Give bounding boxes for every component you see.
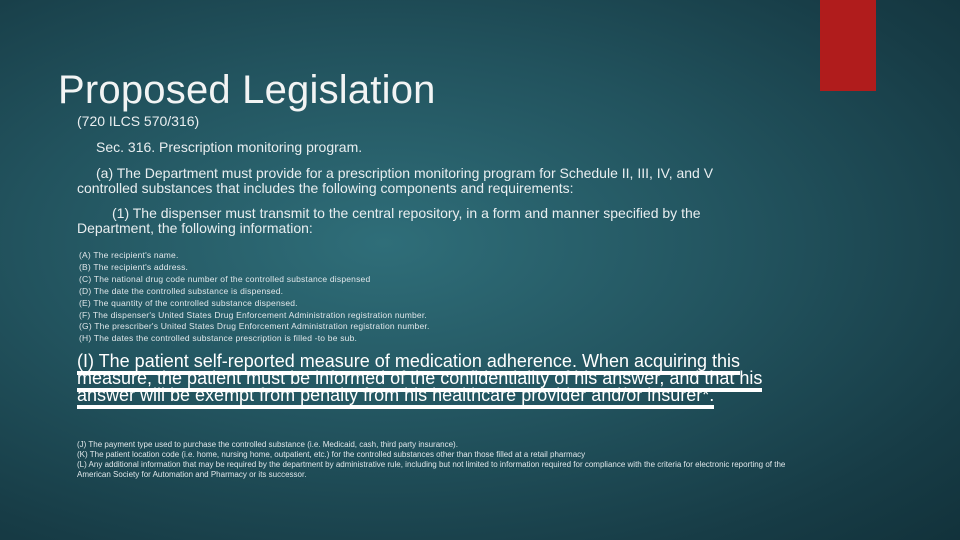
highlighted-item-text: (I) The patient self-reported measure of medication adherence. When acquiring this measure, the patient must be informed of the confidentiality of his answer, and that his answer will be exempt from penalty from his healthcare provider and/or insurer*. bbox=[77, 351, 762, 409]
highlighted-item bbox=[77, 353, 797, 405]
list-item: (B) The recipient's address. bbox=[79, 261, 189, 272]
statute-citation: (720 ILCS 570/316) bbox=[77, 113, 200, 129]
list-item: (E) The quantity of the controlled substance dispensed. bbox=[79, 297, 298, 308]
list-item: (F) The dispenser's United States Drug Enforcement Administration registration number. bbox=[79, 309, 427, 320]
list-item: (G) The prescriber's United States Drug Enforcement Administration registration number. bbox=[79, 321, 430, 332]
paragraph-1: (1) The dispenser must transmit to the central repository, in a form and manner specified by the Department, the following information: bbox=[77, 205, 701, 236]
list-item: (H) The dates the controlled substance prescription is filled -to be sub. bbox=[79, 333, 358, 344]
paragraph-a: (a) The Department must provide for a prescription monitoring program for Schedule II, III, IV, and V controlled substances that includes the following components and requirements: bbox=[77, 165, 714, 196]
list-item: (A) The recipient's name. bbox=[79, 250, 179, 260]
accent-bar bbox=[820, 0, 876, 91]
list-item: (C) The national drug code number of the controlled substance dispensed bbox=[79, 273, 371, 284]
list-item: (L) Any additional information that may be required by the department by administrative rule, including but not limited to information required for compliance with the criteria for electronic reporting of the American Society for Automation and Pharmacy or its successor. bbox=[77, 460, 786, 479]
list-item: (J) The payment type used to purchase the controlled substance (i.e. Medicaid, cash, third party insurance). bbox=[77, 440, 458, 449]
info-items-list bbox=[79, 250, 430, 345]
list-item: (D) The date the controlled substance is dispensed. bbox=[79, 285, 284, 296]
list-item: (K) The patient location code (i.e. home, nursing home, outpatient, etc.) for the controlled substances other than those filled at a retail pharmacy bbox=[77, 450, 586, 459]
slide-title: Proposed Legislation bbox=[58, 67, 436, 112]
additional-items-list bbox=[77, 440, 797, 480]
section-heading: Sec. 316. Prescription monitoring program. bbox=[96, 139, 363, 155]
